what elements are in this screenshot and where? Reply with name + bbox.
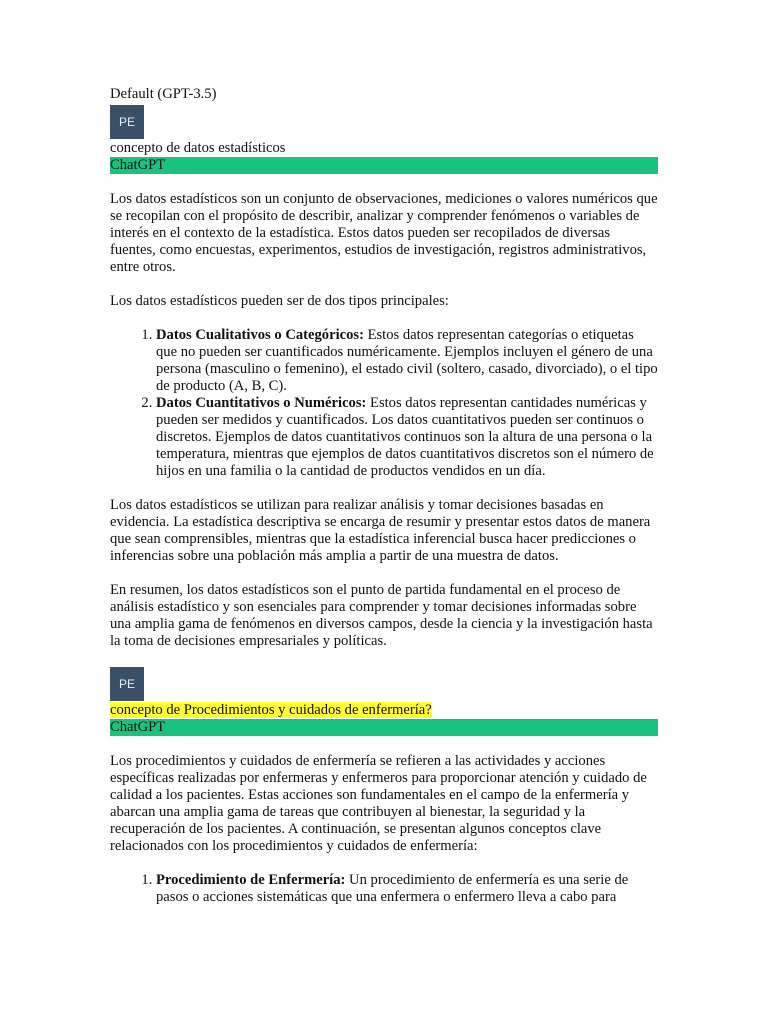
answer-paragraph: Los datos estadísticos se utilizan para realizar análisis y tomar decisiones basadas en evidencia. La estadística descriptiva se encarga de resumir y presentar estos datos de manera que sean comprensibles, mientras que la estadística inferencial busca hacer predicciones o inferencias sobre una población más amplia a partir de una muestra de datos. (110, 497, 651, 564)
answer-paragraph: Los procedimientos y cuidados de enfermería se refieren a las actividades y acciones específicas realizadas por enfermeras y enfermeros para proporcionar atención y cuidado de calidad a los pacientes. Estas acciones son fundamentales en el campo de la enfermería y abarcan una amplia gama de tareas que contribuyen al bienestar, la seguridad y la recuperación de los pacientes. A continuación, se presentan algunos conceptos clave relacionados con los procedimientos y cuidados de enfermería: (110, 753, 647, 854)
list-item-title: Datos Cuantitativos o Numéricos: (156, 395, 367, 411)
user-prompt (110, 702, 658, 719)
user-avatar: PE (110, 105, 144, 139)
document-content (110, 86, 658, 906)
list-item-text: Un procedimiento de enfermería es una serie de pasos o acciones sistemáticas que una enfermera o enfermero lleva a cabo para (156, 872, 629, 905)
user-avatar: PE (110, 667, 144, 701)
list-item-text: Estos datos representan categorías o etiquetas que no pueden ser cuantificados numéricamente. Ejemplos incluyen el género de una persona (masculino o femenino), el estado civil (soltero, casado, divorciado), o el tipo de producto (A, B, C). (156, 327, 658, 394)
user-prompt: concepto de datos estadísticos (110, 140, 286, 156)
answer-list (110, 327, 658, 480)
list-item-title: Procedimiento de Enfermería: (156, 872, 346, 888)
assistant-name-bar: ChatGPT (110, 157, 658, 174)
model-label: Default (GPT-3.5) (110, 86, 217, 102)
answer-list (110, 872, 658, 906)
list-item (156, 872, 658, 906)
assistant-name-bar: ChatGPT (110, 719, 658, 736)
list-item (156, 327, 658, 395)
answer-paragraph: En resumen, los datos estadísticos son el punto de partida fundamental en el proceso de análisis estadístico y son esenciales para comprender y tomar decisiones informadas sobre una amplia gama de fenómenos en diversos campos, desde la ciencia y la investigación hasta la toma de decisiones empresariales y políticas. (110, 582, 653, 649)
list-item (156, 395, 658, 480)
list-item-title: Datos Cualitativos o Categóricos: (156, 327, 364, 343)
answer-paragraph: Los datos estadísticos son un conjunto de observaciones, mediciones o valores numéricos que se recopilan con el propósito de describir, analizar y comprender fenómenos o variables de interés en el contexto de la estadística. Estos datos pueden ser recopilados de diversas fuentes, como encuestas, experimentos, estudios de investigación, registros administrativos, entre otros. (110, 191, 658, 275)
answer-paragraph: Los datos estadísticos pueden ser de dos tipos principales: (110, 293, 449, 309)
list-item-text: Estos datos representan cantidades numéricas y pueden ser medidos y cuantificados. Los datos cuantitativos pueden ser continuos o discretos. Ejemplos de datos cuantitativos continuos son la altura de una persona o la temperatura, mientras que ejemplos de datos cuantitativos discretos son el número de hijos en una familia o la cantidad de productos vendidos en un día. (156, 395, 654, 479)
highlighted-prompt-text: concepto de Procedimientos y cuidados de enfermería? (110, 702, 432, 718)
